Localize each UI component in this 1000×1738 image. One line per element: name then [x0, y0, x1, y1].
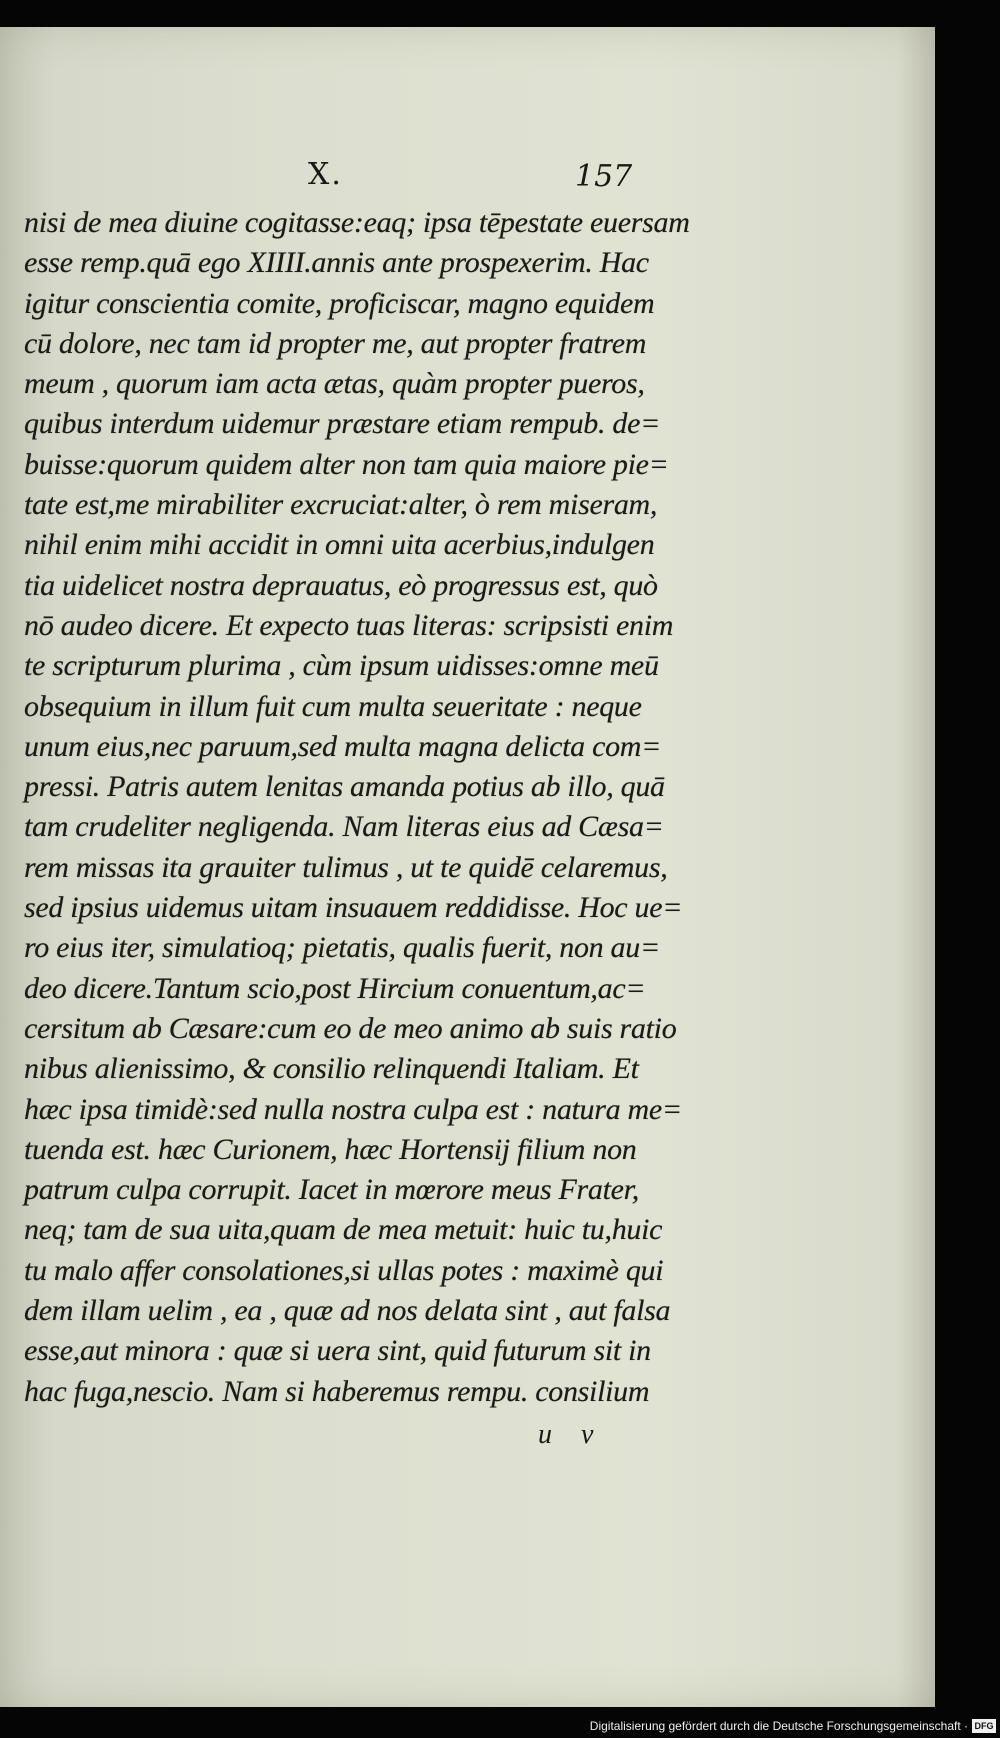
text-line: nihil enim mihi accidit in omni uita acerbius,indulgen	[24, 528, 655, 562]
text-line: cersitum ab Cæsare:cum eo de meo animo ab suis ratio	[24, 1011, 677, 1045]
text-line: quibus interdum uidemur præstare etiam rempub. de=	[24, 407, 661, 441]
body-text	[24, 203, 690, 1412]
text-line: igitur conscientia comite, proficiscar, magno equidem	[24, 286, 655, 320]
text-line: pressi. Patris autem lenitas amanda potius ab illo, quā	[24, 770, 665, 804]
text-line: patrum culpa corrupit. Iacet in mœrore meus Frater,	[24, 1173, 639, 1207]
page-number: 157	[575, 159, 633, 194]
text-line: tu malo affer consolationes,si ullas potes : maximè qui	[24, 1253, 664, 1287]
text-line: unum eius,nec paruum,sed multa magna delicta com=	[24, 729, 662, 763]
text-line: neq; tam de sua uita,quam de mea metuit: huic tu,huic	[24, 1213, 663, 1247]
page-header	[0, 157, 935, 197]
text-line: tia uidelicet nostra deprauatus, eò progressus est, quò	[24, 568, 658, 602]
text-line: hæc ipsa timidè:sed nulla nostra culpa est : natura me=	[24, 1092, 682, 1126]
running-head: X.	[308, 157, 343, 192]
text-line: rem missas ita grauiter tulimus , ut te quidē celaremus,	[24, 850, 668, 884]
text-line: ro eius iter, simulatioq; pietatis, qualis fuerit, non au=	[24, 931, 660, 965]
text-line: dem illam uelim , ea , quæ ad nos delata sint , aut falsa	[24, 1294, 671, 1328]
funding-credit: Digitalisierung gefördert durch die Deutsche Forschungsgemeinschaft ·	[589, 1719, 968, 1733]
dfg-logo-icon: DFG	[972, 1719, 996, 1733]
text-line: obsequium in illum fuit cum multa seueritate : neque	[24, 689, 642, 723]
text-line: esse remp.quā ego XIIII.annis ante prospexerim. Hac	[24, 246, 649, 280]
book-page	[0, 27, 935, 1707]
signature-mark: u v	[538, 1419, 594, 1450]
text-line: cū dolore, nec tam id propter me, aut propter fratrem	[24, 326, 647, 360]
text-line: te scripturum plurima , cùm ipsum uidisses:omne meū	[24, 649, 659, 683]
text-line: meum , quorum iam acta ætas, quàm propter pueros,	[24, 367, 645, 401]
text-line: tate est,me mirabiliter excruciat:alter, ò rem miseram,	[24, 488, 658, 522]
text-line: buisse:quorum quidem alter non tam quia maiore pie=	[24, 447, 669, 481]
text-line: tuenda est. hæc Curionem, hæc Hortensij filium non	[24, 1132, 637, 1166]
text-line: deo dicere.Tantum scio,post Hircium conuentum,ac=	[24, 971, 646, 1005]
text-line: nibus alienissimo, & consilio relinquendi Italiam. Et	[24, 1052, 639, 1086]
text-line: sed ipsius uidemus uitam insuauem reddidisse. Hoc ue=	[24, 891, 683, 925]
text-line: nisi de mea diuine cogitasse:eaq; ipsa tēpestate euersam	[24, 206, 690, 239]
text-line: esse,aut minora : quæ si uera sint, quid futurum sit in	[24, 1334, 651, 1368]
text-line: nō audeo dicere. Et expecto tuas literas: scripsisti enim	[24, 608, 674, 642]
footer-bar	[0, 1716, 1000, 1738]
text-line: tam crudeliter negligenda. Nam literas eius ad Cæsa=	[24, 810, 664, 844]
text-line: hac fuga,nescio. Nam si haberemus rempu. consilium	[24, 1374, 650, 1408]
